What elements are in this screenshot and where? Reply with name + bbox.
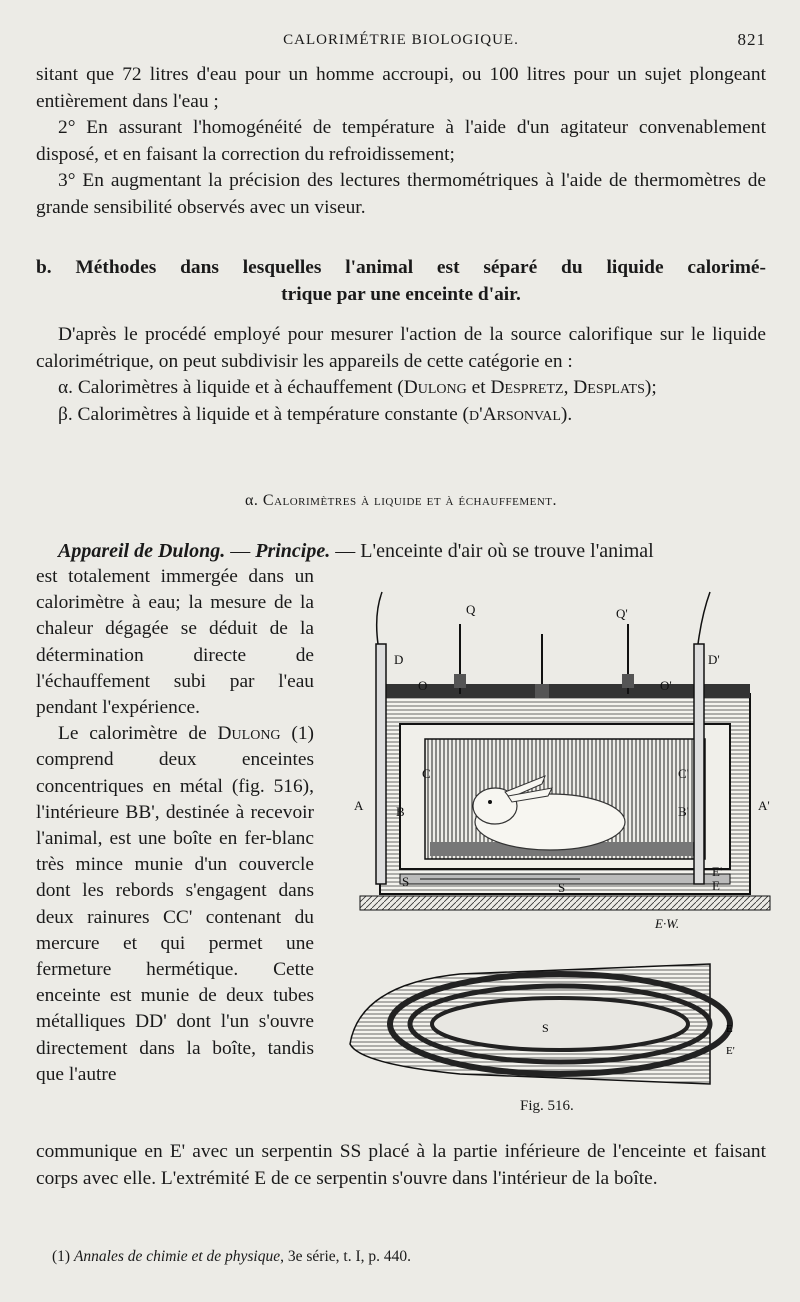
dulong-left-column — [36, 564, 314, 1088]
label-C: C — [422, 766, 431, 781]
subsection-alpha-heading: α. Calorimètres à liquide et à échauffement. — [245, 492, 557, 509]
intro-item-3: 3° En augmentant la précision des lectures thermométriques à l'aide de thermomètres de grande sensibilité observés avec un viseur. — [36, 170, 766, 218]
section-b-heading-line2: trique par une enceinte d'air. — [281, 284, 521, 305]
label-Oprime: O' — [660, 678, 672, 693]
calorimeter-illustration — [330, 584, 790, 1124]
list-item-beta: β. Calorimètres à liquide et à température constante (d'Arsonval). — [58, 403, 573, 425]
journal-title: Annales de chimie et de physique — [73, 1248, 281, 1265]
label-S-coil: S — [542, 1021, 549, 1035]
intro-item-2: 2° En assurant l'homogénéité de température à l'aide d'un agitateur convenablement disposé, et en faisant la correction du refroidissement; — [36, 117, 766, 165]
label-A: A — [354, 798, 364, 813]
label-Cprime: C' — [678, 766, 690, 781]
label-Aprime: A' — [758, 798, 770, 813]
section-b-heading — [36, 254, 766, 308]
label-D: D — [394, 652, 404, 667]
label-E: E — [712, 878, 720, 893]
section-b-paragraph: D'après le procédé employé pour mesurer l'action de la source calorifique sur le liquide calorimétrique, on peut subdivisir les appareils de cette catégorie en : — [36, 324, 766, 372]
principe-label: Principe. — [255, 540, 331, 562]
engraver-signature: E·W. — [655, 916, 680, 931]
intro-block — [36, 62, 766, 221]
dulong-title-line: Appareil de Dulong. — Principe. — L'enceinte d'air où se trouve l'animal — [58, 540, 654, 562]
label-Qprime: Q' — [616, 606, 628, 621]
label-B: B — [396, 804, 405, 819]
running-title: CALORIMÉTRIE BIOLOGIQUE. — [283, 32, 519, 48]
label-Eprime: E' — [712, 864, 723, 879]
bottom-paragraph: communique en E' avec un serpentin SS placé à la partie inférieure de l'enceinte et faisant corps avec elle. L'extrémité E de ce serpentin s'ouvre dans l'intérieur de la boîte. — [36, 1141, 766, 1189]
intro-line: sitant que 72 litres d'eau pour un homme accroupi, ou 100 litres pour un sujet plongeant entièrement dans l'eau ; — [36, 64, 766, 112]
dulong-title: Appareil de Dulong. — [58, 540, 226, 562]
running-header — [36, 28, 766, 54]
section-b-heading-line1: b. Méthodes dans lesquelles l'animal est séparé du liquide calorimé- — [36, 257, 766, 278]
serpentin-plan-view — [350, 964, 735, 1084]
dulong-description-continued — [36, 1139, 766, 1192]
label-E-coil: E — [726, 1023, 733, 1035]
label-Q: Q — [466, 602, 476, 617]
label-Dprime: D' — [708, 652, 720, 667]
dulong-description: Le calorimètre de Dulong (1) comprend deux enceintes concentriques en métal (fig. 516), l'intérieure BB', destinée à recevoir l'animal, est une boîte en fer-blanc très mince munie d'un couvercle dont les rebords s'engagent dans deux rainures CC' contenant du mercure et qui permet une fermeture hermétique. Cette enceinte est munie de deux tubes métalliques DD' dont l'un s'ouvre directement dans la boîte, tandis que l'autre — [36, 723, 314, 1085]
label-S-mid: S — [558, 880, 566, 895]
figure-caption: Fig. 516. — [520, 1098, 574, 1114]
label-O: O — [418, 678, 428, 693]
footnote: (1) Annales de chimie et de physique, 3e série, t. I, p. 440. — [52, 1248, 411, 1265]
page-number: 821 — [737, 30, 766, 49]
label-Eprime-coil: E' — [726, 1045, 735, 1057]
label-Bprime: B' — [678, 804, 690, 819]
dulong-principle-text: est totalement immergée dans un calorimètre à eau; la mesure de la chaleur dégagée se déduit de la détermination directe de l'échauffement subi par l'eau pendant l'expérience. — [36, 566, 314, 719]
figure-516 — [330, 584, 790, 1124]
section-b-body — [36, 322, 766, 428]
label-S-left: S — [402, 874, 410, 889]
list-item-alpha: α. Calorimètres à liquide et à échauffement (Dulong et Despretz, Desplats); — [58, 377, 657, 398]
